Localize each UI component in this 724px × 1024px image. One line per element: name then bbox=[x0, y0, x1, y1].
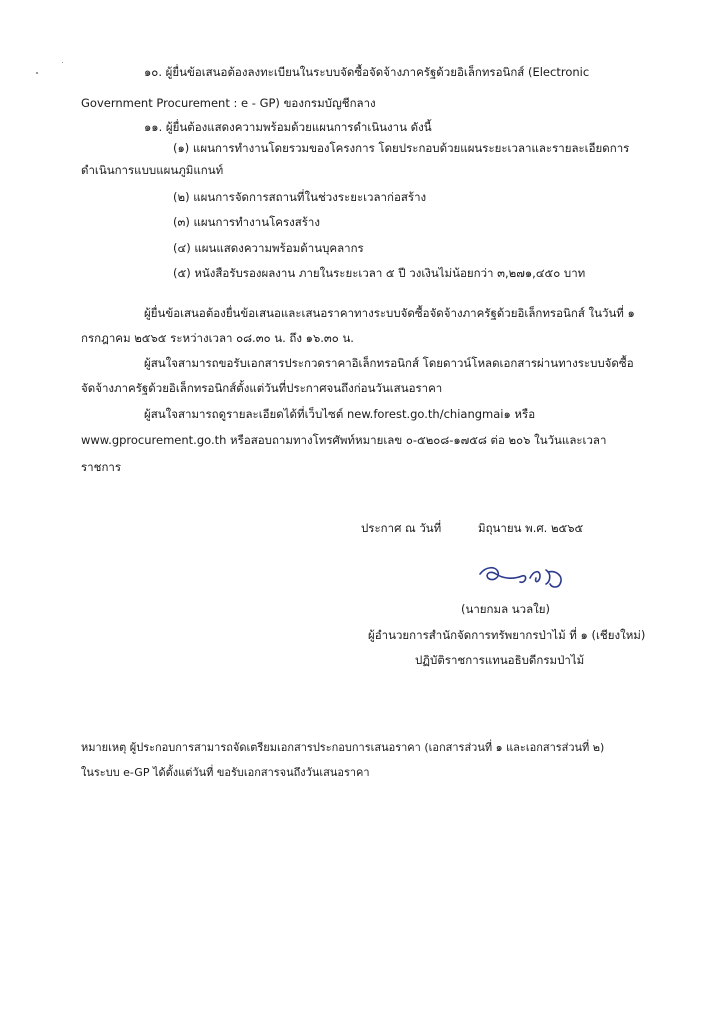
signatory-position: ผู้อำนวยการสำนักจัดการทรัพยากรป่าไม้ ที่ ๑ (เชียงใหม่) bbox=[368, 628, 646, 642]
announcement-month-year: มิถุนายน พ.ศ. ๒๕๖๕ bbox=[478, 521, 584, 535]
contact-paragraph-line-2: www.gprocurement.go.th หรือสอบถามทางโทรศัพท์หมายเลข ๐-๕๒๐๘-๑๗๕๘ ต่อ ๒๐๖ ในวันและเวลา bbox=[81, 433, 607, 447]
signatory-acting: ปฏิบัติราชการแทนอธิบดีกรมป่าไม้ bbox=[415, 653, 585, 667]
contact-paragraph-line-3: ราชการ bbox=[81, 460, 122, 474]
contact-paragraph-line-1: ผู้สนใจสามารถดูรายละเอียดได้ที่เว็บไซต์ new.forest.go.th/chiangmai๑ หรือ bbox=[144, 407, 536, 421]
submission-paragraph-line-1: ผู้ยื่นข้อเสนอต้องยื่นข้อเสนอและเสนอราคาทางระบบจัดซื้อจัดจ้างภาครัฐด้วยอิเล็กทรอนิกส์ ในวันที่ ๑ bbox=[144, 306, 635, 320]
clause-11-item-1-cont: ดำเนินการแบบแผนภูมิแกนท์ bbox=[81, 163, 224, 177]
document-request-line-2: จัดจ้างภาครัฐด้วยอิเล็กทรอนิกส์ตั้งแต่วันที่ประกาศจนถึงก่อนวันเสนอราคา bbox=[81, 381, 443, 395]
clause-11-item-3: (๓) แผนการทำงานโครงสร้าง bbox=[173, 215, 321, 229]
clause-11-item-1: (๑) แผนการทำงานโดยรวมของโครงการ โดยประกอบด้วยแผนระยะเวลาและรายละเอียดการ bbox=[173, 141, 630, 155]
clause-10-line-2: Government Procurement : e - GP) ของกรมบัญชีกลาง bbox=[81, 96, 376, 110]
handwritten-signature bbox=[476, 560, 576, 594]
note-line-2: ในระบบ e-GP ได้ตั้งแต่วันที่ ขอรับเอกสารจนถึงวันเสนอราคา bbox=[81, 766, 370, 779]
clause-11-item-4: (๔) แผนแสดงความพร้อมด้านบุคลากร bbox=[173, 241, 364, 255]
submission-paragraph-line-2: กรกฎาคม ๒๕๖๕ ระหว่างเวลา ๐๘.๓๐ น. ถึง ๑๖.๓๐ น. bbox=[81, 331, 354, 345]
scan-speck bbox=[36, 72, 38, 74]
note-line-1: หมายเหตุ ผู้ประกอบการสามารถจัดเตรียมเอกสารประกอบการเสนอราคา (เอกสารส่วนที่ ๑ และเอกสารส่วนที่ ๒) bbox=[81, 741, 605, 754]
scan-speck bbox=[62, 62, 63, 63]
signatory-name: (นายกมล นวลใย) bbox=[461, 602, 550, 616]
clause-10-line-1: ๑๐. ผู้ยื่นข้อเสนอต้องลงทะเบียนในระบบจัดซื้อจัดจ้างภาครัฐด้วยอิเล็กทรอนิกส์ (Electronic bbox=[144, 65, 590, 79]
clause-11: ๑๑. ผู้ยื่นต้องแสดงความพร้อมด้วยแผนการดำเนินงาน ดังนี้ bbox=[144, 120, 432, 134]
announcement-label: ประกาศ ณ วันที่ bbox=[361, 521, 442, 535]
clause-11-item-5: (๕) หนังสือรับรองผลงาน ภายในระยะเวลา ๕ ปี วงเงินไม่น้อยกว่า ๓,๒๗๑,๔๕๐ บาท bbox=[173, 266, 586, 280]
document-request-line-1: ผู้สนใจสามารถขอรับเอกสารประกวดราคาอิเล็กทรอนิกส์ โดยดาวน์โหลดเอกสารผ่านทางระบบจัดซื้อ bbox=[144, 356, 634, 370]
clause-11-item-2: (๒) แผนการจัดการสถานที่ในช่วงระยะเวลาก่อสร้าง bbox=[173, 190, 427, 204]
